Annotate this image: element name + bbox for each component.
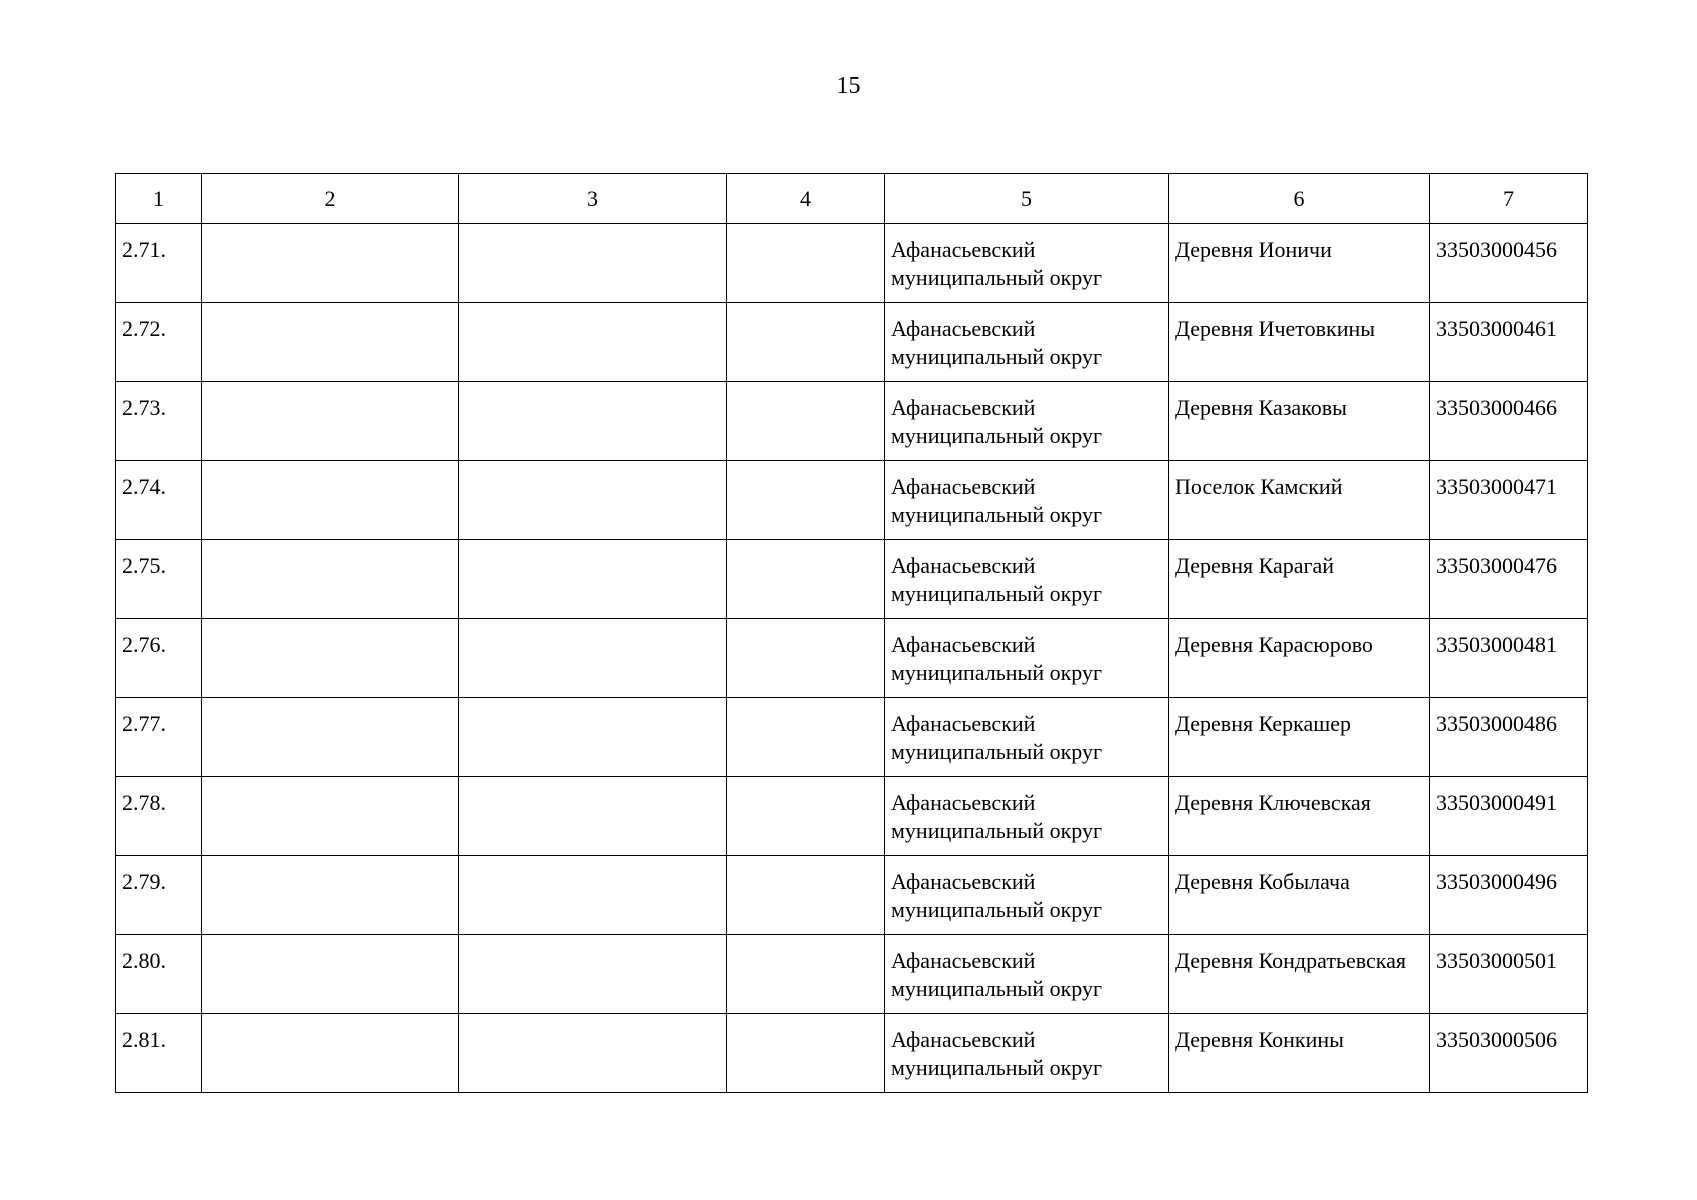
table-row [116,1014,1588,1093]
row-number: 2.81. [116,1014,202,1093]
oktmo-code: 33503000466 [1430,382,1588,461]
cell-col-4 [727,540,885,619]
row-number: 2.72. [116,303,202,382]
table-row [116,461,1588,540]
municipal-district: Афанасьевский муниципальный округ [885,856,1169,935]
settlement-name: Деревня Кобылача [1169,856,1430,935]
column-header: 2 [202,174,459,224]
table-row [116,540,1588,619]
municipal-district: Афанасьевский муниципальный округ [885,303,1169,382]
column-header: 3 [459,174,727,224]
cell-col-2 [202,698,459,777]
cell-col-3 [459,382,727,461]
cell-col-3 [459,856,727,935]
cell-col-3 [459,619,727,698]
cell-col-4 [727,619,885,698]
row-number: 2.79. [116,856,202,935]
cell-col-3 [459,698,727,777]
municipal-district: Афанасьевский муниципальный округ [885,777,1169,856]
table-body [116,224,1588,1093]
table-row [116,382,1588,461]
oktmo-code: 33503000461 [1430,303,1588,382]
cell-col-3 [459,224,727,303]
cell-col-2 [202,935,459,1014]
row-number: 2.77. [116,698,202,777]
settlement-name: Деревня Казаковы [1169,382,1430,461]
row-number: 2.74. [116,461,202,540]
municipal-district: Афанасьевский муниципальный округ [885,935,1169,1014]
municipal-district: Афанасьевский муниципальный округ [885,698,1169,777]
settlement-name: Деревня Карагай [1169,540,1430,619]
header-row [116,174,1588,224]
row-number: 2.71. [116,224,202,303]
page-number: 15 [836,73,861,99]
row-number: 2.76. [116,619,202,698]
oktmo-code: 33503000486 [1430,698,1588,777]
municipal-district: Афанасьевский муниципальный округ [885,461,1169,540]
cell-col-2 [202,382,459,461]
row-number: 2.73. [116,382,202,461]
cell-col-2 [202,461,459,540]
cell-col-4 [727,382,885,461]
cell-col-4 [727,856,885,935]
oktmo-code: 33503000501 [1430,935,1588,1014]
table-row [116,777,1588,856]
settlement-name: Деревня Конкины [1169,1014,1430,1093]
oktmo-code: 33503000476 [1430,540,1588,619]
municipal-district: Афанасьевский муниципальный округ [885,382,1169,461]
oktmo-code: 33503000496 [1430,856,1588,935]
oktmo-code: 33503000456 [1430,224,1588,303]
table-row [116,935,1588,1014]
row-number: 2.78. [116,777,202,856]
table-row [116,856,1588,935]
cell-col-3 [459,303,727,382]
cell-col-2 [202,856,459,935]
column-header: 7 [1430,174,1588,224]
column-header: 6 [1169,174,1430,224]
settlements-table [115,173,1588,1093]
oktmo-code: 33503000481 [1430,619,1588,698]
settlement-name: Деревня Ионичи [1169,224,1430,303]
cell-col-2 [202,619,459,698]
cell-col-4 [727,1014,885,1093]
oktmo-code: 33503000491 [1430,777,1588,856]
cell-col-3 [459,461,727,540]
table-row [116,698,1588,777]
cell-col-2 [202,1014,459,1093]
cell-col-2 [202,540,459,619]
cell-col-4 [727,224,885,303]
cell-col-2 [202,224,459,303]
cell-col-4 [727,303,885,382]
table-row [116,619,1588,698]
oktmo-code: 33503000471 [1430,461,1588,540]
cell-col-3 [459,935,727,1014]
cell-col-4 [727,777,885,856]
table-row [116,224,1588,303]
municipal-district: Афанасьевский муниципальный округ [885,619,1169,698]
municipal-district: Афанасьевский муниципальный округ [885,224,1169,303]
column-header: 4 [727,174,885,224]
row-number: 2.80. [116,935,202,1014]
settlement-name: Деревня Кондратьевская [1169,935,1430,1014]
cell-col-3 [459,777,727,856]
oktmo-code: 33503000506 [1430,1014,1588,1093]
cell-col-4 [727,461,885,540]
settlement-name: Деревня Карасюрово [1169,619,1430,698]
column-header: 1 [116,174,202,224]
cell-col-3 [459,1014,727,1093]
row-number: 2.75. [116,540,202,619]
settlement-name: Деревня Ичетовкины [1169,303,1430,382]
settlement-name: Деревня Керкашер [1169,698,1430,777]
municipal-district: Афанасьевский муниципальный округ [885,540,1169,619]
cell-col-4 [727,935,885,1014]
cell-col-4 [727,698,885,777]
cell-col-2 [202,303,459,382]
settlement-name: Поселок Камский [1169,461,1430,540]
settlement-name: Деревня Ключевская [1169,777,1430,856]
cell-col-3 [459,540,727,619]
table-row [116,303,1588,382]
cell-col-2 [202,777,459,856]
column-header: 5 [885,174,1169,224]
municipal-district: Афанасьевский муниципальный округ [885,1014,1169,1093]
